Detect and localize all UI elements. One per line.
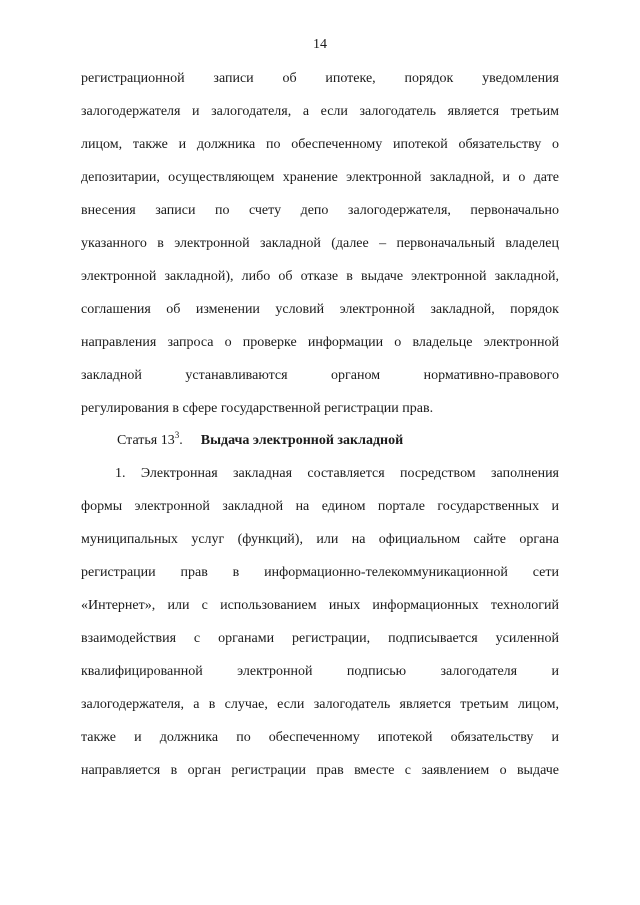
text-line: соглашения об изменении условий электронной закладной, порядок: [81, 302, 559, 317]
article-superscript: 3: [174, 430, 180, 440]
text-line: электронной закладной), либо об отказе в выдаче электронной закладной,: [81, 269, 559, 284]
article-label-suffix: .: [179, 433, 183, 448]
article-label: [117, 430, 183, 448]
article-number: Статья 13: [117, 433, 175, 448]
text-line: направляется в орган регистрации прав вместе с заявлением о выдаче: [81, 763, 559, 778]
text-line: также и должника по обеспеченному ипотекой обязательству и: [81, 730, 559, 745]
text-line: закладной устанавливаются органом нормативно-правового: [81, 368, 559, 383]
text-line: муниципальных услуг (функций), или на официальном сайте органа: [81, 532, 559, 547]
text-line: лицом, также и должника по обеспеченному ипотекой обязательству о: [81, 137, 559, 152]
text-line: регистрационной записи об ипотеке, порядок уведомления: [81, 71, 559, 86]
text-line: направления запроса о проверке информации о владельце электронной: [81, 335, 559, 350]
text-line: квалифицированной электронной подписью залогодателя и: [81, 664, 559, 679]
text-line: формы электронной закладной на едином портале государственных и: [81, 499, 559, 514]
article-heading: [117, 432, 403, 450]
text-line: указанного в электронной закладной (далее – первоначальный владелец: [81, 236, 559, 251]
text-line: регулирования в сфере государственной регистрации прав.: [81, 401, 434, 416]
text-line: депозитарии, осуществляющем хранение электронной закладной, и о дате: [81, 170, 559, 185]
text-line: «Интернет», или с использованием иных информационных технологий: [81, 598, 559, 613]
page-number: 14: [313, 37, 327, 52]
text-line: залогодержателя, а в случае, если залогодатель является третьим лицом,: [81, 697, 559, 712]
text-line: 1. Электронная закладная составляется посредством заполнения: [115, 466, 559, 481]
text-line: взаимодействия с органами регистрации, подписывается усиленной: [81, 631, 559, 646]
text-line: регистрации прав в информационно-телекоммуникационной сети: [81, 565, 559, 580]
paragraph-1: [81, 70, 559, 433]
text-line: внесения записи по счету депо залогодержателя, первоначально: [81, 203, 559, 218]
paragraph-2: [81, 465, 559, 795]
text-line: залогодержателя и залогодателя, а если залогодатель является третьим: [81, 104, 559, 119]
article-title: Выдача электронной закладной: [200, 433, 404, 448]
